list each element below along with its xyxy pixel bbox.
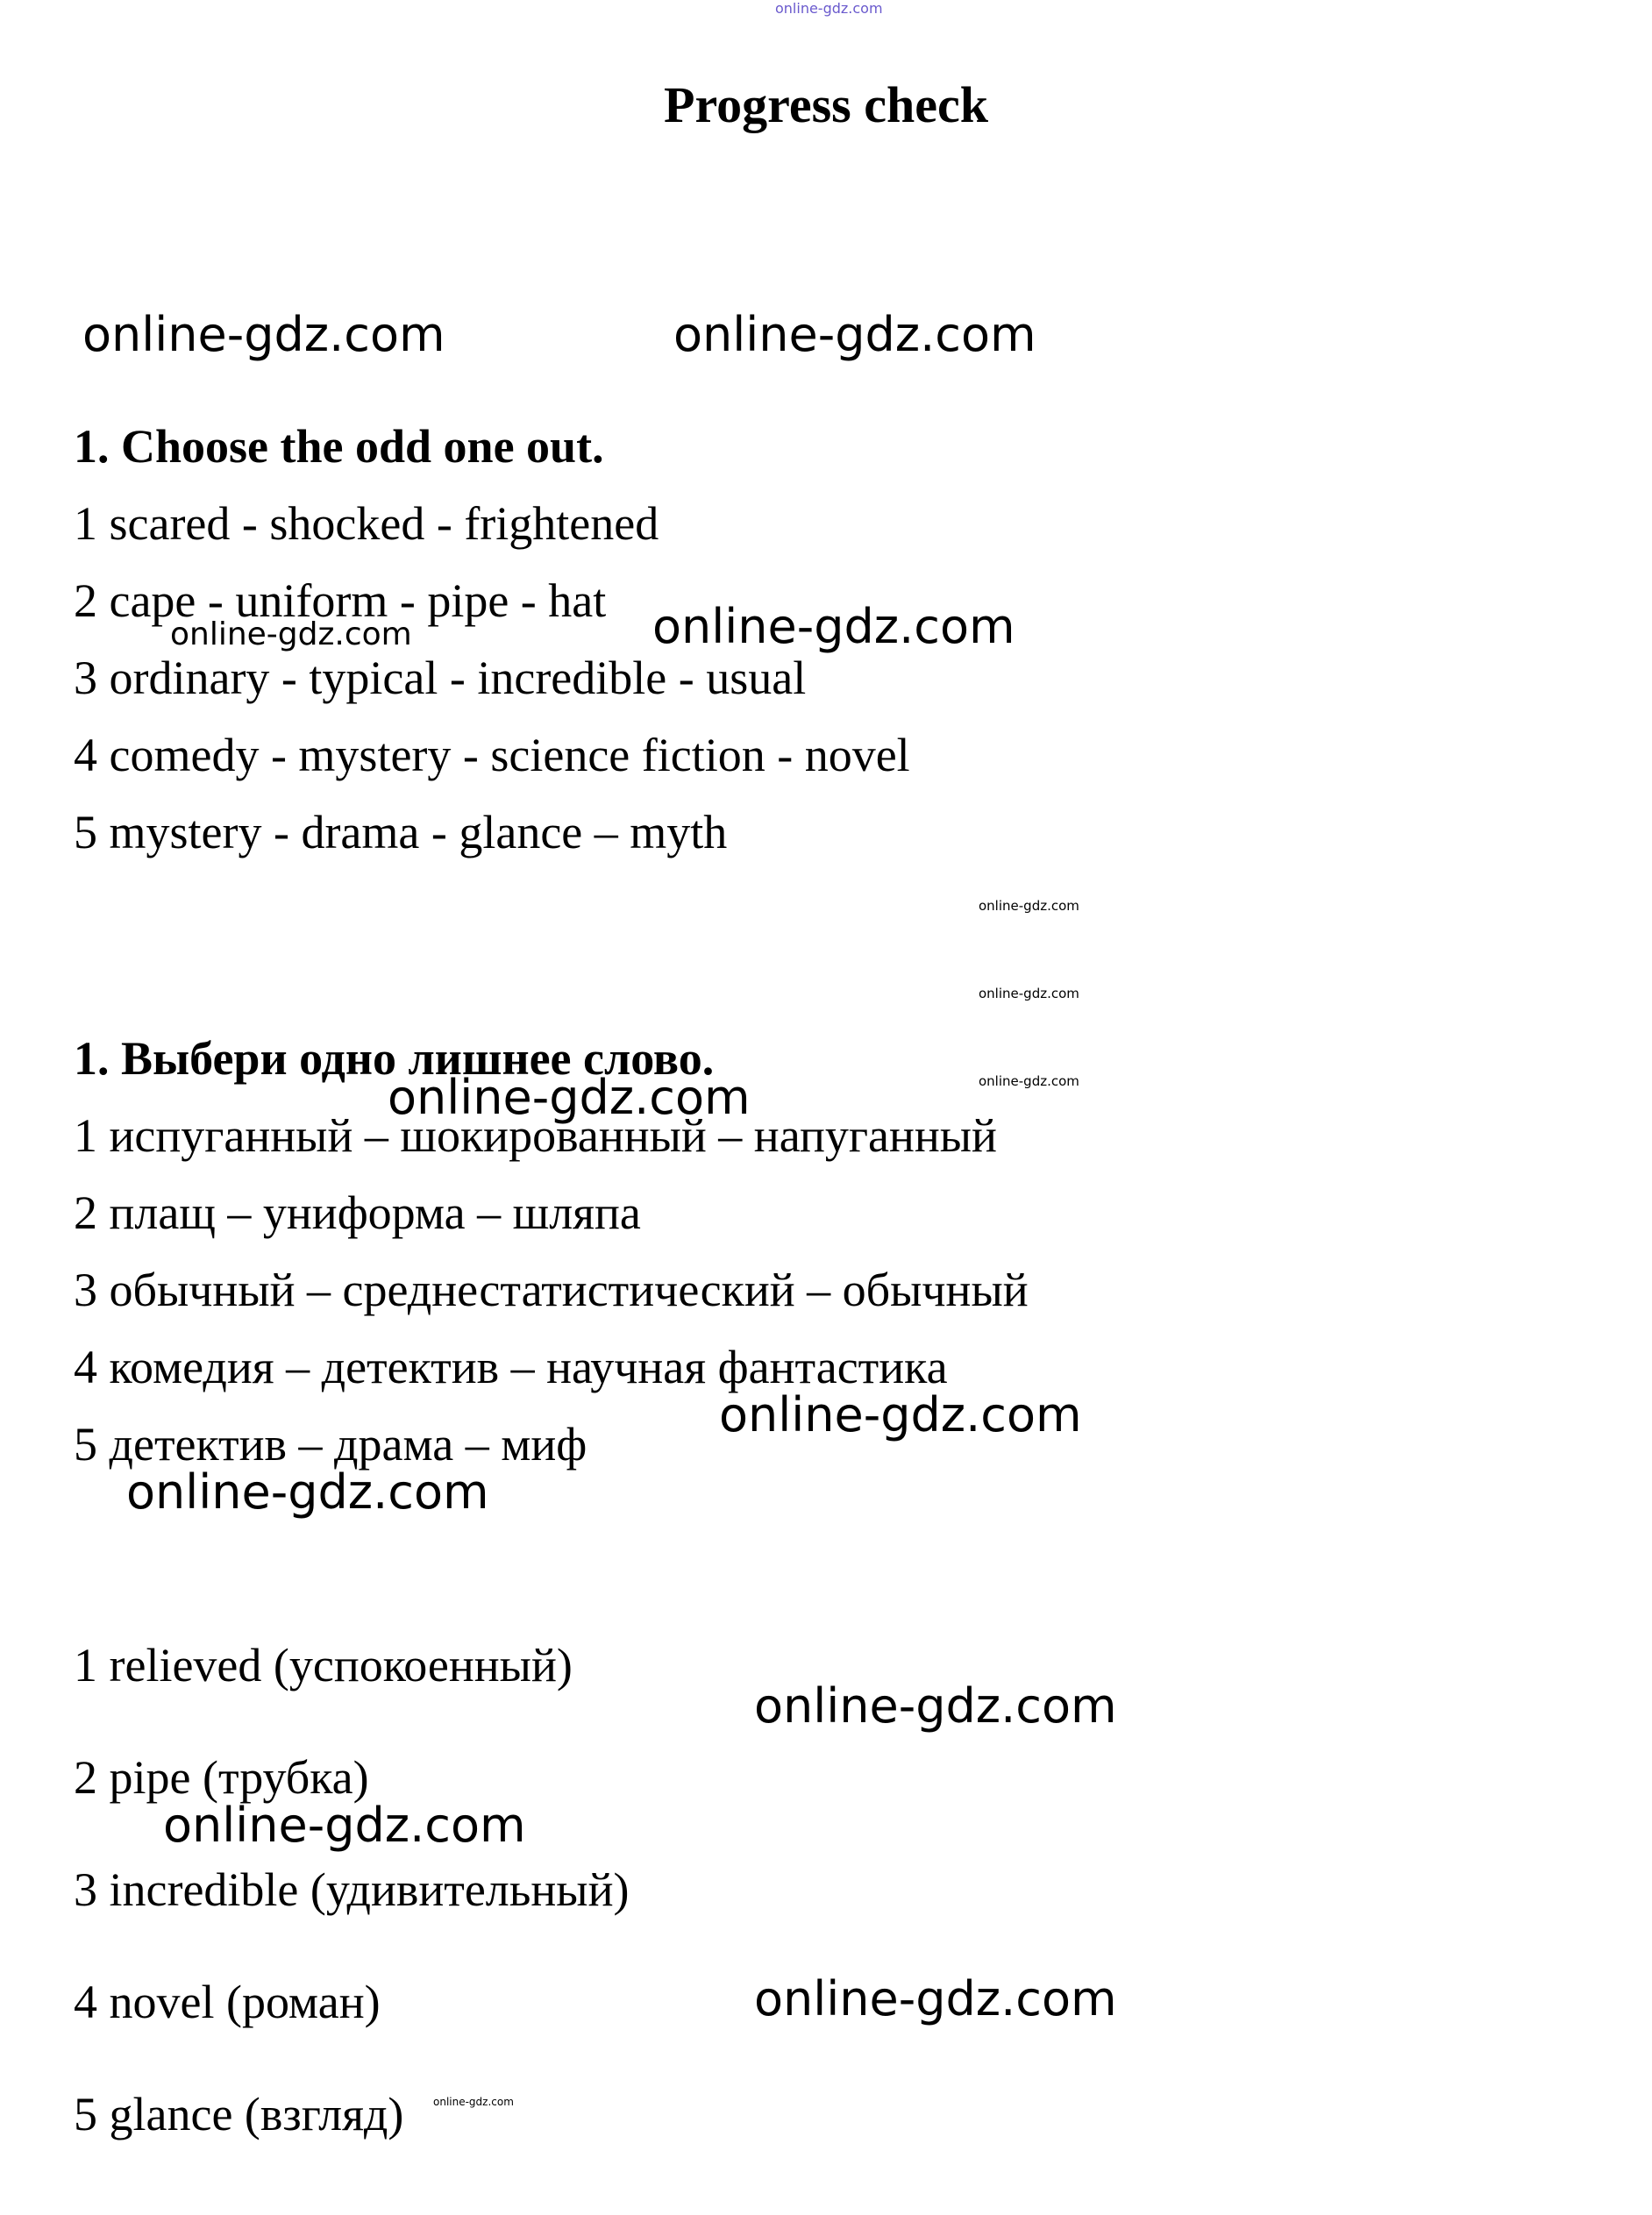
russian-heading: 1. Выбери одно лишнее слово.	[74, 1032, 715, 1085]
watermark: online-gdz.com	[170, 616, 412, 652]
watermark-top: online-gdz.com	[775, 0, 883, 17]
english-heading: 1. Choose the odd one out.	[74, 420, 604, 473]
answer-item-2: 2 pipe (трубка)	[74, 1751, 369, 1804]
answer-item-5: 5 glance (взгляд)	[74, 2088, 404, 2140]
watermark: online-gdz.com	[754, 1971, 1117, 2026]
answer-item-4: 4 novel (роман)	[74, 1976, 381, 2028]
english-item-5: 5 mystery - drama - glance – myth	[74, 806, 728, 858]
english-item-2: 2 cape - uniform - pipe - hat	[74, 574, 607, 627]
russian-item-3: 3 обычный – среднестатистический – обычный	[74, 1264, 1029, 1316]
watermark: online-gdz.com	[652, 599, 1015, 654]
watermark: online-gdz.com	[433, 2096, 514, 2108]
watermark: online-gdz.com	[979, 898, 1079, 914]
watermark: online-gdz.com	[126, 1464, 489, 1520]
watermark: online-gdz.com	[673, 307, 1036, 362]
page-title: Progress check	[664, 76, 988, 133]
english-item-1: 1 scared - shocked - frightened	[74, 497, 659, 550]
answer-item-3: 3 incredible (удивительный)	[74, 1863, 630, 1916]
answer-item-1: 1 relieved (успокоенный)	[74, 1639, 573, 1692]
watermark: online-gdz.com	[979, 1073, 1079, 1089]
russian-item-1: 1 испуганный – шокированный – напуганный	[74, 1109, 997, 1162]
watermark: online-gdz.com	[163, 1798, 526, 1853]
watermark: online-gdz.com	[979, 986, 1079, 1001]
english-item-4: 4 comedy - mystery - science fiction - novel	[74, 729, 910, 781]
russian-item-4: 4 комедия – детектив – научная фантастика	[74, 1341, 948, 1393]
english-item-3: 3 ordinary - typical - incredible - usual	[74, 652, 807, 704]
russian-item-2: 2 плащ – униформа – шляпа	[74, 1186, 641, 1239]
russian-item-5: 5 детектив – драма – миф	[74, 1418, 587, 1471]
watermark: online-gdz.com	[719, 1387, 1082, 1442]
watermark: online-gdz.com	[82, 307, 445, 362]
watermark: online-gdz.com	[754, 1678, 1117, 1734]
watermark: online-gdz.com	[388, 1070, 751, 1125]
